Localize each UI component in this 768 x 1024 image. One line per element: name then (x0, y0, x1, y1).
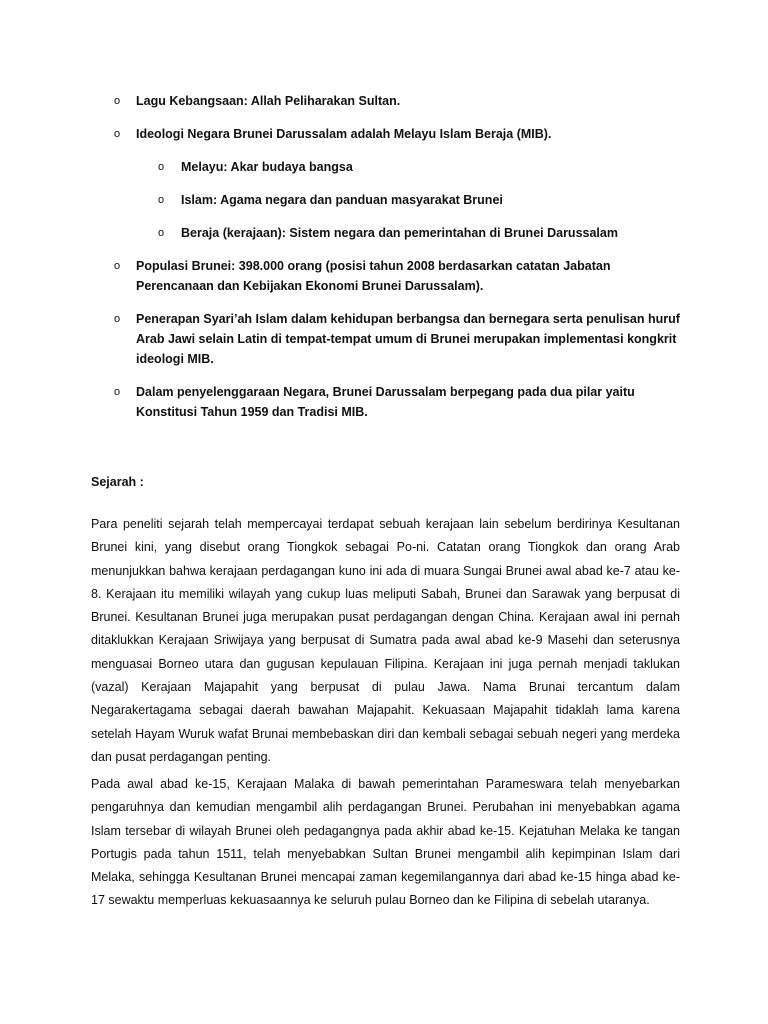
bullet-text: Populasi Brunei: 398.000 orang (posisi tahun 2008 berdasarkan catatan Jabatan Perencanaan dan Kebijakan Ekonomi Brunei Darussalam). (136, 259, 611, 293)
bullet-item (0, 382, 768, 422)
bullet-text: Melayu: Akar budaya bangsa (181, 160, 353, 174)
bullet-item (0, 91, 768, 111)
section-heading: Sejarah : (91, 475, 144, 489)
body-paragraph: Pada awal abad ke-15, Kerajaan Malaka di bawah pemerintahan Parameswara telah menyebarkan pengaruhnya dan kemudian mengambil alih perdagangan Brunei. Perubahan ini menyebabkan agama Islam tersebar di wilayah Brunei oleh pedagangnya pada akhir abad ke-15. Kejatuhan Melaka ke tangan Portugis pada tahun 1511, telah menyebabkan Sultan Brunei mengambil alih kepimpinan Islam dari Melaka, sehingga Kesultanan Brunei mencapai zaman kegemilangannya dari abad ke-15 hinga abad ke-17 sewaktu memperluas kekuasaannya ke seluruh pulau Borneo dan ke Filipina di sebelah utaranya. (91, 777, 680, 908)
bullet-text: Lagu Kebangsaan: Allah Peliharakan Sultan. (136, 94, 401, 108)
bullet-marker-icon: o (158, 194, 165, 206)
bullet-item (0, 256, 768, 296)
bullet-text: Islam: Agama negara dan panduan masyarakat Brunei (181, 193, 503, 207)
bullet-text: Penerapan Syari’ah Islam dalam kehidupan berbangsa dan bernegara serta penulisan huruf Arab Jawi selain Latin di tempat-tempat umum di Brunei merupakan implementasi kongkrit ideologi MIB. (136, 312, 680, 366)
bullet-text: Dalam penyelenggaraan Negara, Brunei Darussalam berpegang pada dua pilar yaitu Konstitusi Tahun 1959 dan Tradisi MIB. (136, 385, 635, 419)
bullet-marker-icon: o (158, 227, 165, 239)
bullet-item (0, 309, 768, 369)
body-paragraph: Para peneliti sejarah telah mempercayai terdapat sebuah kerajaan lain sebelum berdirinya Kesultanan Brunei kini, yang disebut orang Tiongkok sebagai Po-ni. Catatan orang Tiongkok dan orang Arab menunjukkan bahwa kerajaan perdagangan kuno ini ada di muara Sungai Brunei awal abad ke-7 atau ke-8. Kerajaan itu memiliki wilayah yang cukup luas meliputi Sabah, Brunei dan Sarawak yang berpusat di Brunei. Kesultanan Brunei juga merupakan pusat perdagangan dengan China. Kerajaan awal ini pernah ditaklukkan Kerajaan Sriwijaya yang berpusat di Sumatra pada awal abad ke-9 Masehi dan seterusnya menguasai Borneo utara dan gugusan kepulauan Filipina. Kerajaan ini juga pernah menjadi taklukan (vazal) Kerajaan Majapahit yang berpusat di pulau Jawa. Nama Brunai tercantum dalam Negarakertagama sebagai daerah bawahan Majapahit. Kekuasaan Majapahit tidaklah lama karena setelah Hayam Wuruk wafat Brunai membebaskan diri dan kembali sebagai sebuah negeri yang merdeka dan pusat perdagangan penting. (91, 517, 680, 764)
bullet-item (0, 124, 768, 144)
bullet-marker-icon: o (114, 128, 121, 140)
bullet-marker-icon: o (114, 386, 121, 398)
bullet-marker-icon: o (114, 313, 121, 325)
bullet-marker-icon: o (158, 161, 165, 173)
bullet-marker-icon: o (114, 260, 121, 272)
sub-bullet-item (0, 157, 768, 177)
bullet-marker-icon: o (114, 95, 121, 107)
sub-bullet-item (0, 190, 768, 210)
bullet-text: Beraja (kerajaan): Sistem negara dan pemerintahan di Brunei Darussalam (181, 226, 618, 240)
bullet-list (0, 91, 768, 435)
bullet-text: Ideologi Negara Brunei Darussalam adalah Melayu Islam Beraja (MIB). (136, 127, 552, 141)
sub-bullet-item (0, 223, 768, 243)
